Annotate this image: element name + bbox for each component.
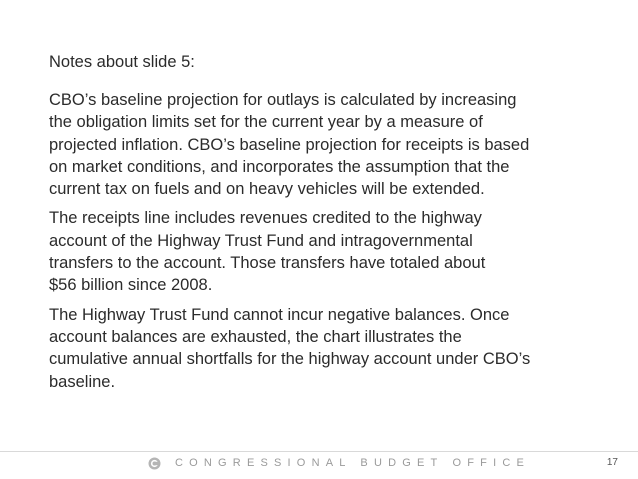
notes-paragraph-3 [49, 304, 609, 393]
paragraph-line: on market conditions, and incorporates the assumption that the [49, 157, 510, 176]
paragraph-line: the obligation limits set for the current year by a measure of [49, 113, 483, 132]
paragraph-line: baseline. [49, 372, 116, 391]
paragraph-line: CBO’s baseline projection for outlays is calculated by increasing [49, 91, 517, 109]
paragraph-line: cumulative annual shortfalls for the highway account under CBO’s [49, 350, 531, 369]
notes-paragraph-2 [49, 207, 609, 296]
slide-footer [0, 452, 638, 479]
paragraph-line: The Highway Trust Fund cannot incur negative balances. Once [49, 305, 510, 324]
paragraph-line: The receipts line includes revenues credited to the highway [49, 209, 482, 228]
notes-heading: Notes about slide 5: [49, 53, 195, 71]
cbo-logo-icon [148, 457, 161, 470]
agency-name: CONGRESSIONAL BUDGET OFFICE [175, 457, 531, 469]
paragraph-line: account of the Highway Trust Fund and intragovernmental [49, 231, 473, 250]
paragraph-line: projected inflation. CBO’s baseline projection for receipts is based [49, 135, 530, 154]
paragraph-line: $56 billion since 2008. [49, 276, 213, 295]
paragraph-line: transfers to the account. Those transfers have totaled about [49, 254, 486, 273]
paragraph-line: current tax on fuels and on heavy vehicles will be extended. [49, 180, 485, 199]
paragraph-line: account balances are exhausted, the chart illustrates the [49, 327, 462, 346]
notes-paragraph-1 [49, 89, 609, 200]
page-number: 17 [606, 457, 618, 468]
slide-notes [49, 51, 609, 400]
